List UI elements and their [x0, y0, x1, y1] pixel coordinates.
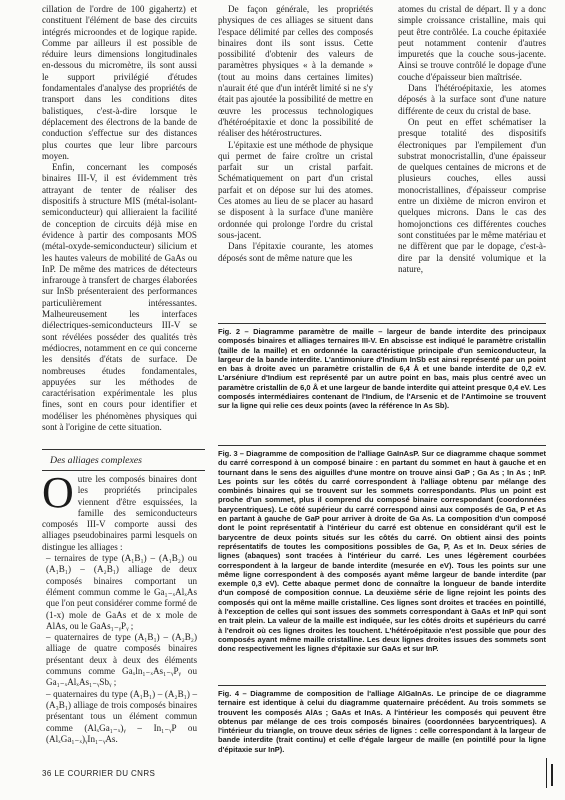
paragraph: De façon générale, les propriétés physiques de ces alliages se situent dans l'espace délimité par celles des composés binaires dont ils sont issus. Cette possibilité d'obtenir des valeurs de paramètres physiques « à la demande » (tout au moins dans certaines limites) n'aurait été que d'un intérêt limité si ne s'y était pas ajoutée la possibilité de mettre en œuvre les processus technologiques d'hétéroépitaxie et donc la possibilité de réaliser des hétérostructures. [218, 4, 373, 139]
figure-caption-2: Fig. 2 – Diagramme paramètre de maille – largeur de bande interdite des principaux composés binaires et alliages ternaires III-V. En abscisse est indiqué le paramètre cristallin (taille de la maille) et en ordonnée la caractéristique principale d'un semiconducteur, la largeur de la bande interdite. L'antimoniure d'Indium InSb est ainsi représenté par un point en bas à droite avec un paramètre cristallin de 6,4 Å et une bande interdite de 0,2 eV. L'arséniure d'Indium est représenté par un autre point en bas, mais plus centré avec un paramètre cristallin de 6,0 Å et une largeur de bande interdite qui atteint presque 0,4 eV. Les composés intermédiaires contenant de l'Indium, de l'Arsenic et de l'Antimoine se trouvent sur la ligne qui relie ces deux points (avec la référence In As Sb). [218, 323, 546, 411]
list-item: – quaternaires de type (A₁B₁) – (A₂B₂) alliage de quatre composés binaires présentant deux à deux des éléments communs comme Gaₓln₁₋ₓAs₁₋ᵧPᵧ ou Ga₁₋ₓAlₓAs₁₋ᵧSbᵧ ; [46, 632, 197, 688]
list-item: – ternaires de type (A₁B₁) – (A₁B₂) ou (A₁B₁) – (A₂B₁) alliage de deux composés binaires comportant un élément commun comme le Ga₁₋ₓAlₓAs que l'on peut considérer comme formé de (1-x) mole de GaAs et de x mole de AlAs, ou le GaAs₁₋ᵧPᵧ ; [46, 553, 197, 631]
paragraph: L'épitaxie est une méthode de physique qui permet de faire croître un cristal parfait sur un cristal parfait. Schématiquement on part d'un cristal parfait et on dépose sur lui des atomes. Ces atomes au lieu de se placer au hasard se disposent à la surface d'une manière ordonnée qui prolonge l'ordre du cristal sous-jacent. [218, 139, 373, 240]
text-column-left [42, 4, 197, 433]
paragraph: Dans l'hétéroépitaxie, les atomes déposés à la surface sont d'une nature différente de ceux du cristal de base. [398, 83, 546, 116]
figure-caption-3: Fig. 3 – Diagramme de composition de l'alliage GaInAsP. Sur ce diagramme chaque sommet du carré correspond à un composé binaire : en partant du sommet en haut à gauche et en tournant dans le sens des aiguilles d'une montre on trouve ainsi GaP ; Ga As ; In As ; InP. Les points sur les côtés du carré correspondent à l'alliage obtenu par mélange des combinés binaires qui se trouvent sur les sommets correspondants. Plus un point est proche d'un sommet, plus il comprend du composé binaire correspondant (coordonnées barycentriques). Le côté supérieur du carré correspond ainsi aux composés de Ga, P et As en partant à gauche de GaP pour arriver à droite de Ga As. La composition d'un composé dont le point représentatif à l'intérieur du carré est obtenue en considérant qu'il est le barycentre de deux points situés sur les côtés du carré. On obtient ainsi des points représentatifs de toutes les compositions possibles de Ga, P, As et In. Deux séries de lignes (abaques) sont tracées à l'intérieur du carré. Les unes légèrement courbées correspondent à la largeur de bande interdite (mesurée en eV). Tous les points sur une même ligne correspondent à des composés ayant même largeur de bande interdite (par exemple 0,3 eV). Cette abaque permet donc de connaître la longueur de bande interdite d'un composé de composition connue. La deuxième série de ligne rejoint les points des composés qui ont la même maille cristalline. Ces lignes sont droites et tracées en pointillé, à l'exception de celles qui sont issues des sommets correspondant à GaAs et InP qui sont en trait plein. La valeur de la maille est indiquée, sur les côtés droits et supérieurs du carré à l'endroit où ces lignes droites les touchent. L'hétéroépitaxie n'est possible que pour des composés ayant même maille cristalline. Les deux lignes droites issues des sommets sont donc respectivement les lignes d'épitaxie sur GaAs et sur InP. [218, 445, 546, 654]
text-column-right [398, 4, 546, 275]
page-footer: 36 LE COURRIER DU CNRS [42, 769, 156, 778]
figure-caption-4: Fig. 4 – Diagramme de composition de l'alliage AlGaInAs. Le principe de ce diagramme ternaire est identique à celui du diagramme quaternaire précédent. Au trois sommets se trouvent les composés AlAs ; GaAs et InAs. A l'intérieur les composés qui peuvent être obtenus par mélange de ces trois composés binaires (coordonnées barycentriques). A l'intérieur du triangle, on trouve deux séries de lignes : celle correspondant à la largeur de bande interdite (trait continu) et celle d'égale largeur de maille (en pointillé pour la ligne d'épitaxie sur InP). [218, 685, 546, 754]
paragraph: cillation de l'ordre de 100 gigahertz) et constituent l'élément de base des circuits intégrés microondes et de logique rapide. Comme par ailleurs il est possible de réduire leurs dimensions longitudinales en-dessous du micromètre, ils sont aussi le support privilégié d'études fondamentales d'analyse des propriétés de transport dans les conditions dites balistiques, c'est-à-dire lorsque le déplacement des électrons de la bande de conduction s'effectue sur des distances plus courtes que leur libre parcours moyen. [42, 4, 197, 161]
binding-edge-mark [546, 758, 559, 788]
text-column-left-lower [42, 468, 197, 745]
paragraph: atomes du cristal de départ. Il y a donc simple croissance cristalline, mais qui peut être contrôlée. La couche épitaxiée peut notamment contenir d'autres impuretés que la couche sous-jacente. Ainsi se trouve contrôlé le dopage d'une couche d'épaisseur bien maîtrisée. [398, 4, 546, 82]
drop-cap: O [42, 468, 74, 517]
section-heading: Des alliages complexes [42, 449, 205, 471]
text-column-middle [218, 4, 373, 264]
paragraph: Dans l'épitaxie courante, les atomes déposés sont de même nature que les [218, 241, 373, 263]
paragraph: On peut en effet schématiser la presque totalité des dispositifs électroniques par l'empilement d'un substrat monocristallin, d'une épaisseur de quelques centaines de microns et de plusieurs couches, elles aussi monocristallines, d'épaisseur comprise entre un dixième de micron environ et quelques microns. Dans le cas des homojonctions ces différentes couches sont constituées par le même matériau et ne diffèrent que par le dopage, c'est-à-dire par la densité volumique et la nature, [398, 116, 546, 274]
paragraph [42, 468, 197, 553]
list-item: – quaternaires du type (A₁B₁) – (A₂B₁) – (A₃B₁) alliage de trois composés binaires présentant tous un élément commun comme (AlₓGa₁₋ₓ)ᵧ – In₁₋ᵧP ou (AlₓGa₁₋ₓ)ᵧIn₁₋ᵧAs. [46, 688, 197, 744]
paragraph: Enfin, concernant les composés binaires III-V, il est évidemment très attrayant de tenter de réaliser des dispositifs à structure MIS (métal-isolant-semiconducteur) qui allieraient la facilité de conception de circuits déjà mise en évidence à partir des composants MOS (métal-oxyde-semiconducteur) silicium et les hautes valeurs de mobilité de GaAs ou InP. De même des matrices de détecteurs infrarouge à transfert de charges élaborées sur InSb présenteraient des performances particulièrement intéressantes. Malheureusement les interfaces diélectriques-semiconducteurs III-V se sont révélées posséder des qualités très médiocres, notamment en ce qui concerne les densités d'états de surface. De nombreuses études fondamentales, appuyées sur les méthodes de caractérisation expérimentale les plus fines, sont en cours pour identifier et modéliser les phénomènes physiques qui sont à l'origine de cette situation. [42, 162, 197, 432]
paragraph-text: utre les composés binaires dont les propriétés principales viennent d'être esquissées, la famille des semiconducteurs composés III-V comporte aussi des alliages pseudobinaires parmi lesquels on distingue les alliages : [42, 474, 197, 552]
